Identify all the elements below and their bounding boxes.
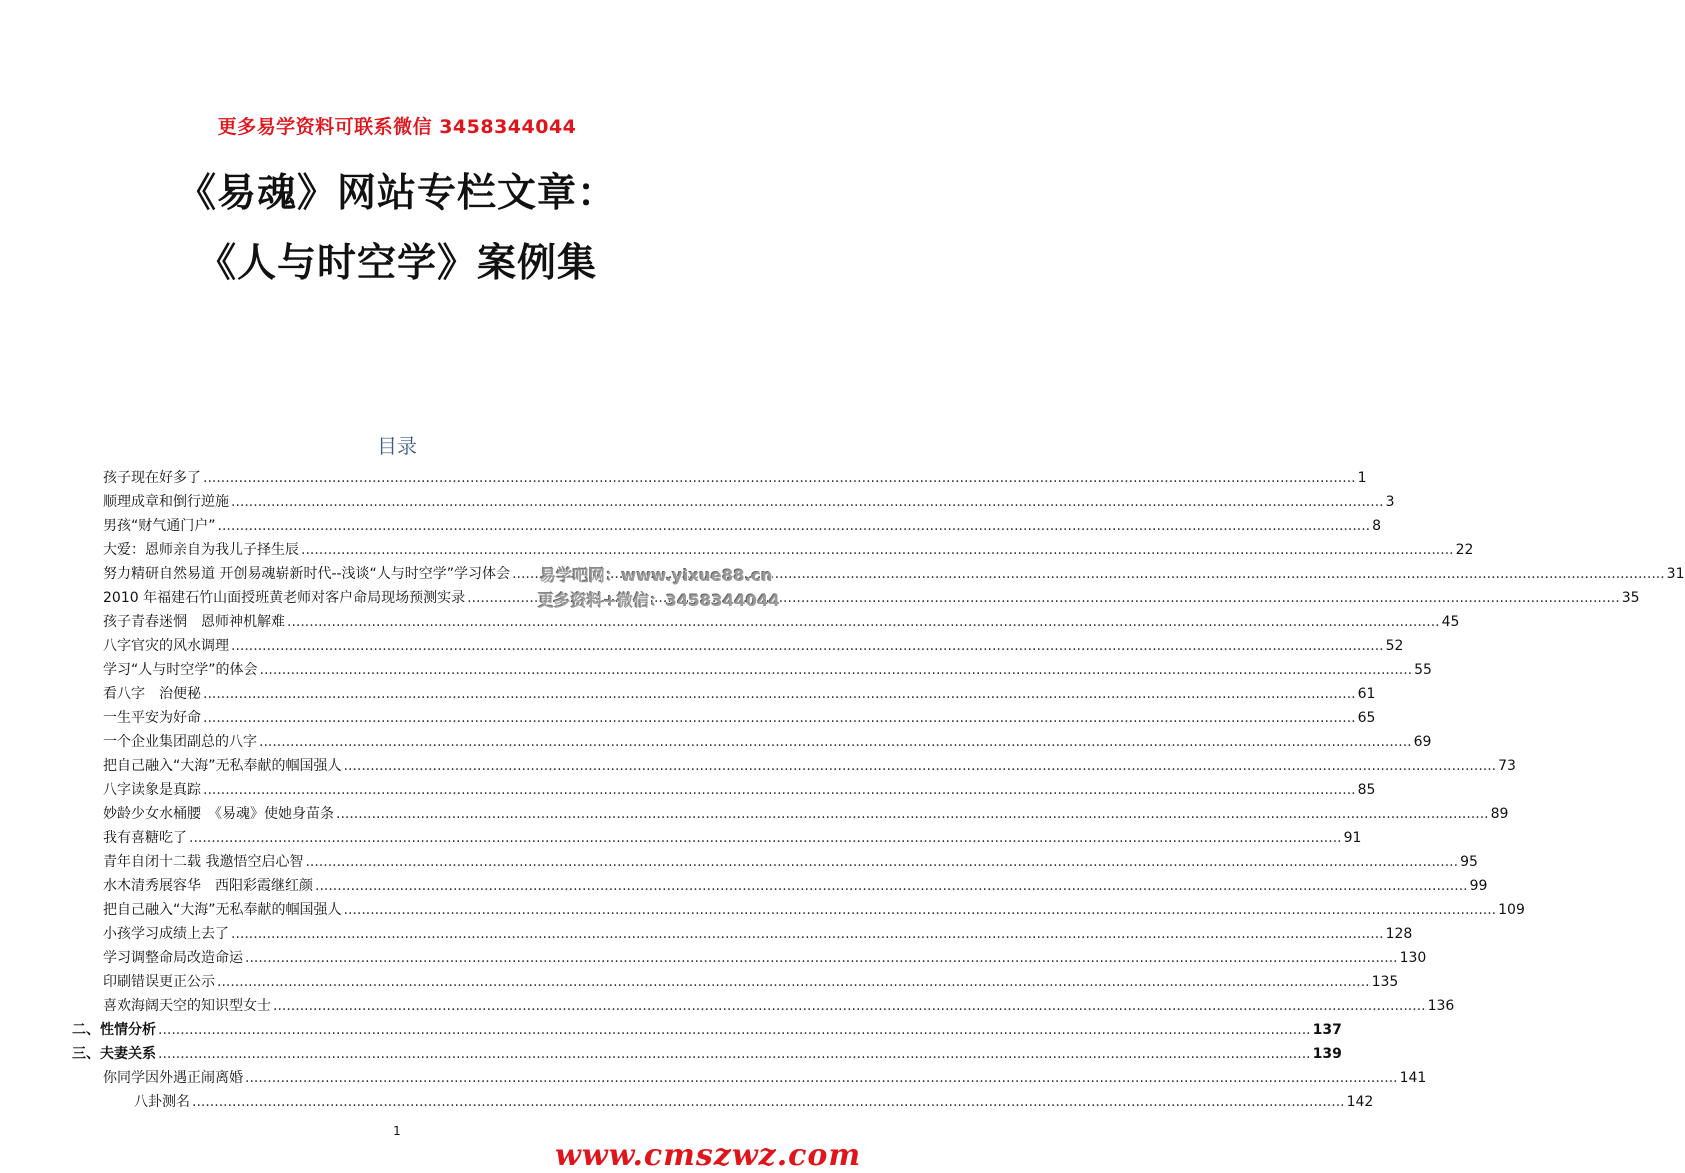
toc-entry-title: 八字读象是真踪: [103, 782, 201, 798]
toc-entry-title: 2010 年福建石竹山面授班黄老师对客户命局现场预测实录: [103, 590, 466, 606]
toc-leader-dots: [245, 948, 1398, 968]
toc-entry-title: 八卦测名: [134, 1094, 190, 1110]
toc-entry[interactable]: [103, 612, 1460, 632]
toc-entry[interactable]: [103, 516, 1382, 536]
site-watermark-line-2: 更多资料+微信：3458344044: [538, 591, 781, 610]
toc-leader-dots: [344, 756, 1497, 776]
toc-entry-page: 35: [1621, 590, 1640, 606]
toc-leader-dots: [158, 1020, 1311, 1040]
toc-entry-page: 141: [1399, 1070, 1427, 1086]
toc-entry-title: 小孩学习成绩上去了: [103, 926, 229, 942]
toc-entry-page: 142: [1346, 1094, 1374, 1110]
toc-entry-title: 男孩“财气通门户”: [103, 518, 216, 534]
toc-entry[interactable]: [103, 972, 1399, 992]
toc-entry-page: 73: [1498, 758, 1516, 774]
toc-leader-dots: [273, 996, 1426, 1016]
site-watermark-line-1: 易学吧网：www.yixue88.cn: [540, 566, 773, 585]
toc-entry[interactable]: [103, 852, 1478, 872]
toc-entry-page: 139: [1312, 1046, 1342, 1062]
toc-entry-title: 孩子现在好多了: [103, 470, 201, 486]
toc-leader-dots: [189, 828, 1342, 848]
toc-entry-title: 青年自闭十二载 我邀悟空启心智: [103, 854, 304, 870]
toc-entry-title: 一生平安为好命: [103, 710, 201, 726]
toc-leader-dots: [287, 612, 1440, 632]
toc-entry-page: 31: [1666, 566, 1685, 582]
toc-leader-dots: [231, 492, 1384, 512]
toc-entry-page: 137: [1312, 1022, 1342, 1038]
toc-entry-page: 130: [1399, 950, 1427, 966]
toc-entry-title: 喜欢海阔天空的知识型女士: [103, 998, 271, 1014]
toc-entry[interactable]: [103, 948, 1427, 968]
toc-entry-page: 3: [1385, 494, 1395, 510]
toc-entry-title: 学习“人与时空学”的体会: [103, 662, 258, 678]
toc-entry[interactable]: [103, 780, 1376, 800]
toc-leader-dots: [217, 972, 1370, 992]
toc-leader-dots: [305, 852, 1458, 872]
toc-heading: 目录: [377, 434, 417, 458]
toc-entry-title: 八字官灾的风水调理: [103, 638, 229, 654]
toc-entry-page: 8: [1372, 518, 1382, 534]
toc-leader-dots: [203, 684, 1356, 704]
toc-entry-title: 顺理成章和倒行逆施: [103, 494, 229, 510]
toc-leader-dots: [259, 732, 1412, 752]
toc-entry-title: 大爱：恩师亲自为我儿子择生辰: [103, 542, 299, 558]
toc-leader-dots: [344, 900, 1497, 920]
toc-leader-dots: [158, 1044, 1311, 1064]
toc-entry-page: 109: [1498, 902, 1525, 918]
toc-section-entry[interactable]: [72, 1044, 1342, 1064]
toc-entry[interactable]: [103, 492, 1395, 512]
toc-entry[interactable]: [103, 684, 1376, 704]
toc-entry-title: 你同学因外遇正闹离婚: [103, 1070, 243, 1086]
toc-entry-title: 把自己融入“大海”无私奉献的帼国强人: [103, 758, 342, 774]
toc-entry-page: 136: [1427, 998, 1455, 1014]
corner-watermark: www.cmszwz.com: [555, 1138, 862, 1173]
toc-entry-page: 89: [1490, 806, 1509, 822]
toc-entry[interactable]: [103, 468, 1367, 488]
toc-entry[interactable]: [103, 708, 1376, 728]
toc-entry-page: 91: [1343, 830, 1362, 846]
toc-entry-title: 我有喜糖吃了: [103, 830, 187, 846]
toc-entry-title: 妙龄少女水桶腰 《易魂》使她身苗条: [103, 806, 334, 822]
toc-entry[interactable]: [103, 540, 1474, 560]
toc-entry-title: 印刷错误更正公示: [103, 974, 215, 990]
toc-entry-page: 22: [1455, 542, 1474, 558]
toc-subentry[interactable]: [134, 1092, 1374, 1112]
toc-entry-page: 61: [1357, 686, 1376, 702]
toc-entry[interactable]: [103, 636, 1404, 656]
toc-entry[interactable]: [103, 804, 1509, 824]
toc-entry-page: 45: [1441, 614, 1460, 630]
page-number: 1: [393, 1124, 401, 1138]
toc-entry-title: 一个企业集团副总的八字: [103, 734, 257, 750]
toc-leader-dots: [301, 540, 1454, 560]
toc-entry-page: 52: [1385, 638, 1404, 654]
toc-leader-dots: [218, 516, 1371, 536]
toc-leader-dots: [231, 924, 1384, 944]
toc-entry[interactable]: [103, 900, 1525, 920]
toc-leader-dots: [203, 468, 1356, 488]
toc-entry-title: 努力精研自然易道 开创易魂崭新时代--浅谈“人与时空学”学习体会: [103, 566, 511, 582]
toc-leader-dots: [231, 636, 1384, 656]
toc-entry-title: 二、性情分析: [72, 1022, 156, 1038]
toc-entry-page: 1: [1357, 470, 1367, 486]
toc-entry-title: 孩子青春迷惘 恩师神机解难: [103, 614, 285, 630]
toc-entry[interactable]: [103, 732, 1432, 752]
toc-entry-page: 95: [1460, 854, 1478, 870]
toc-leader-dots: [192, 1092, 1345, 1112]
toc-leader-dots: [260, 660, 1413, 680]
toc-entry[interactable]: [103, 828, 1362, 848]
promo-line: 更多易学资料可联系微信 3458344044: [217, 116, 577, 138]
toc-entry-title: 三、夫妻关系: [72, 1046, 156, 1062]
toc-entry-title: 水木清秀展容华 西阳彩霞继红颜: [103, 878, 313, 894]
toc-entry-page: 128: [1385, 926, 1413, 942]
toc-leader-dots: [336, 804, 1489, 824]
toc-entry[interactable]: [103, 924, 1413, 944]
toc-entry-page: 65: [1357, 710, 1376, 726]
toc-entry-title: 把自己融入“大海”无私奉献的帼国强人: [103, 902, 342, 918]
toc-leader-dots: [315, 876, 1468, 896]
toc-leader-dots: [203, 780, 1356, 800]
toc-section-entry[interactable]: [72, 1020, 1342, 1040]
toc-entry-page: 69: [1413, 734, 1432, 750]
toc-entry-title: 学习调整命局改造命运: [103, 950, 243, 966]
toc-entry-page: 55: [1414, 662, 1432, 678]
toc-entry-title: 看八字 治便秘: [103, 686, 201, 702]
toc-entry-page: 135: [1371, 974, 1399, 990]
document-title-line-2: 《人与时空学》案例集: [196, 240, 597, 286]
toc-leader-dots: [203, 708, 1356, 728]
document-title-line-1: 《易魂》网站专栏文章：: [176, 170, 617, 216]
toc-entry[interactable]: [103, 660, 1432, 680]
toc-entry[interactable]: [103, 996, 1455, 1016]
toc-leader-dots: [245, 1068, 1398, 1088]
toc-entry-page: 85: [1357, 782, 1376, 798]
toc-entry[interactable]: [103, 1068, 1427, 1088]
toc-entry-page: 99: [1469, 878, 1488, 894]
toc-entry[interactable]: [103, 876, 1488, 896]
toc-entry[interactable]: [103, 756, 1516, 776]
